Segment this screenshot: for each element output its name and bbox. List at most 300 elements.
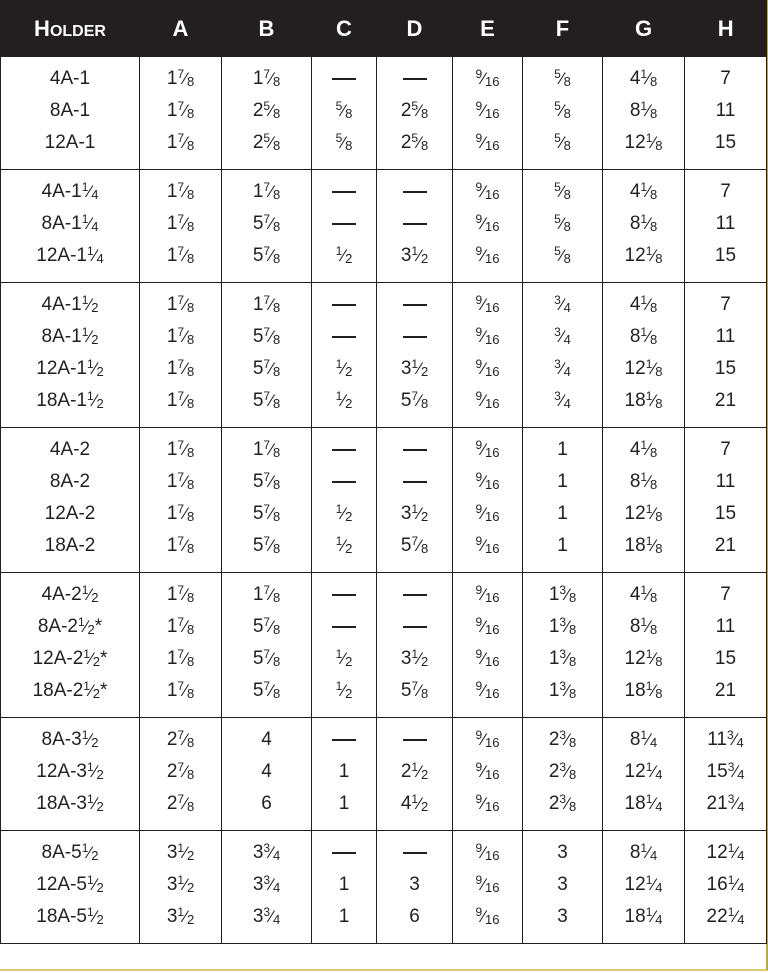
dimension-value: $8^1⁄_4$ (629, 841, 658, 863)
table-cell-g (603, 428, 685, 573)
table-cell-c (312, 283, 377, 428)
dimension-value: $2^3⁄_8$ (548, 760, 577, 782)
dimension-value: $3^1⁄_2$ (166, 873, 195, 895)
table-cell-c (312, 831, 377, 944)
dimension-value: 1 (338, 761, 350, 782)
dimension-value (312, 321, 376, 353)
dash-empty (332, 336, 356, 338)
holder-model: $12A-1^1⁄_4$ (36, 244, 104, 266)
holder-model: $8A-5^1⁄_2$ (41, 841, 99, 863)
dimension-value: $^9⁄_{16}$ (475, 293, 500, 315)
dimension-value: 1 (338, 906, 350, 927)
dimension-value: 15 (714, 358, 737, 379)
dash-empty (403, 304, 427, 306)
dash-empty (403, 191, 427, 193)
table-cell-b (222, 573, 312, 718)
dimension-value: $2^5⁄_8$ (400, 131, 429, 153)
dimension-value: $1^7⁄_8$ (166, 212, 195, 234)
dimension-value: $^9⁄_{16}$ (475, 212, 500, 234)
dimension-value: 21 (714, 390, 737, 411)
dimension-value: $^9⁄_{16}$ (475, 615, 500, 637)
dimension-value: $1^7⁄_8$ (166, 679, 195, 701)
holder-model: $18A-1^1⁄_2$ (36, 389, 104, 411)
holder-model: $18A-5^1⁄_2$ (36, 905, 104, 927)
dimension-value: $3^3⁄_4$ (252, 873, 281, 895)
dimension-value: $3^1⁄_2$ (166, 841, 195, 863)
dimension-value: $^5⁄_8$ (554, 131, 571, 153)
dimension-value: $1^7⁄_8$ (166, 325, 195, 347)
holder-model: 18A-2 (44, 535, 96, 556)
dimension-value: $3^3⁄_4$ (252, 905, 281, 927)
holder-model: $12A-3^1⁄_2$ (36, 760, 104, 782)
dimension-value: $^9⁄_{16}$ (475, 357, 500, 379)
table-cell-b (222, 831, 312, 944)
dimension-value: $4^1⁄_8$ (629, 293, 658, 315)
dimension-value: $18^1⁄_8$ (624, 389, 663, 411)
dash-empty (332, 78, 356, 80)
dash-empty (403, 481, 427, 483)
dimension-value: $1^7⁄_8$ (166, 583, 195, 605)
dimension-value (312, 208, 376, 240)
dimension-value: $1^7⁄_8$ (166, 99, 195, 121)
dimension-value: $5^7⁄_8$ (400, 389, 429, 411)
dimension-value: $8^1⁄_8$ (629, 325, 658, 347)
dimension-value: $18^1⁄_4$ (624, 792, 663, 814)
dimension-value: $^9⁄_{16}$ (475, 470, 500, 492)
dimension-value: $1^7⁄_8$ (252, 180, 281, 202)
dimension-value: $4^1⁄_8$ (629, 67, 658, 89)
dimension-value: $2^5⁄_8$ (400, 99, 429, 121)
dash-empty (332, 449, 356, 451)
dimension-value: $18^1⁄_8$ (624, 534, 663, 556)
table-cell-holder (1, 170, 140, 283)
dimension-value: $2^5⁄_8$ (252, 131, 281, 153)
dimension-value: 6 (261, 793, 272, 814)
table-cell-holder (1, 57, 140, 170)
dimension-value: $^9⁄_{16}$ (475, 99, 500, 121)
dash-empty (332, 739, 356, 741)
table-cell-f (523, 283, 603, 428)
dimension-value (377, 176, 452, 208)
dimension-value: $3^3⁄_4$ (252, 841, 281, 863)
holder-model: $4A-2^1⁄_2$ (41, 583, 99, 605)
dimension-value: $^3⁄_4$ (554, 293, 571, 315)
dimension-value: $^5⁄_8$ (554, 99, 571, 121)
dimension-value: $^5⁄_8$ (335, 131, 353, 153)
table-cell-b (222, 718, 312, 831)
holder-model: $18A-3^1⁄_2$ (36, 792, 104, 814)
table-cell-h (685, 170, 767, 283)
dimension-value: $12^1⁄_8$ (624, 502, 663, 524)
dimension-value: $1^7⁄_8$ (166, 357, 195, 379)
table-cell-g (603, 283, 685, 428)
dimension-value: $12^1⁄_4$ (706, 841, 745, 863)
holder-model: $8A-2^1⁄_2*$ (37, 615, 103, 637)
table-cell-f (523, 718, 603, 831)
table-header (1, 0, 767, 57)
table-cell-g (603, 718, 685, 831)
column-header-f: F (523, 0, 603, 57)
dimension-value: $^9⁄_{16}$ (475, 792, 500, 814)
table-cell-b (222, 170, 312, 283)
dimension-value: $18^1⁄_8$ (624, 679, 663, 701)
table-cell-g (603, 57, 685, 170)
dimension-value (312, 611, 376, 643)
table-cell-g (603, 170, 685, 283)
table-cell-f (523, 831, 603, 944)
column-header-d: D (377, 0, 453, 57)
dimension-value: $^9⁄_{16}$ (475, 583, 500, 605)
dimension-value: $2^3⁄_8$ (548, 728, 577, 750)
dimension-value: $^9⁄_{16}$ (475, 873, 500, 895)
dimension-value: $5^7⁄_8$ (252, 357, 281, 379)
dimension-value: $^1⁄_2$ (335, 647, 353, 669)
table-cell-holder (1, 428, 140, 573)
dimension-value: $^9⁄_{16}$ (475, 728, 500, 750)
table-row-group (1, 718, 767, 831)
holder-model: 12A-2 (44, 503, 96, 524)
column-header-e: E (453, 0, 523, 57)
table-cell-a (140, 428, 222, 573)
table-cell-a (140, 283, 222, 428)
dimension-value (377, 579, 452, 611)
dimension-value: $3^1⁄_2$ (400, 502, 429, 524)
dimension-value: 1 (557, 503, 568, 524)
dimension-value: $5^7⁄_8$ (400, 534, 429, 556)
holder-model: $12A-1^1⁄_2$ (36, 357, 104, 379)
holder-model: $4A-1^1⁄_2$ (41, 293, 99, 315)
dimension-value: $16^1⁄_4$ (706, 873, 745, 895)
table-cell-a (140, 831, 222, 944)
table-cell-h (685, 718, 767, 831)
dimension-value: $5^7⁄_8$ (252, 470, 281, 492)
table-cell-d (377, 573, 453, 718)
dimension-value: 1 (338, 874, 350, 895)
table-cell-f (523, 573, 603, 718)
dimension-value: $12^1⁄_4$ (624, 873, 663, 895)
dimension-value: $8^1⁄_8$ (629, 212, 658, 234)
dimension-value: $5^7⁄_8$ (252, 325, 281, 347)
dimension-value: $1^3⁄_8$ (548, 679, 577, 701)
dimension-value: $5^7⁄_8$ (252, 244, 281, 266)
dimension-value (377, 63, 452, 95)
dimension-value: $12^1⁄_8$ (624, 647, 663, 669)
table-cell-c (312, 428, 377, 573)
dimension-value: $^1⁄_2$ (335, 357, 353, 379)
dimension-value: 4 (261, 761, 272, 782)
dimension-value (377, 466, 452, 498)
dimension-value: 11 (715, 471, 736, 492)
dimension-value: 7 (720, 584, 731, 605)
table-cell-holder (1, 718, 140, 831)
dimension-value (312, 289, 376, 321)
table-cell-h (685, 831, 767, 944)
dimension-value: 1 (557, 439, 568, 460)
dimension-value: $^5⁄_8$ (554, 212, 571, 234)
dimension-value: $5^7⁄_8$ (252, 502, 281, 524)
dimension-value: $5^7⁄_8$ (252, 389, 281, 411)
dash-empty (332, 223, 356, 225)
dimension-value: $1^7⁄_8$ (166, 244, 195, 266)
dimension-value: $^9⁄_{16}$ (475, 244, 500, 266)
dash-empty (332, 481, 356, 483)
dimension-value: $2^7⁄_8$ (166, 760, 195, 782)
table-cell-a (140, 573, 222, 718)
dimension-value: 15 (714, 132, 737, 153)
dimension-value: $^9⁄_{16}$ (475, 905, 500, 927)
dash-empty (403, 852, 427, 854)
column-header-holder: HOLDER (1, 0, 140, 57)
dimension-value (377, 321, 452, 353)
dimension-value: $5^7⁄_8$ (252, 534, 281, 556)
table-cell-e (453, 170, 523, 283)
dimension-value: $5^7⁄_8$ (252, 647, 281, 669)
dimension-value: $^5⁄_8$ (335, 99, 353, 121)
dimension-value: $^1⁄_2$ (335, 534, 353, 556)
dimension-value: 6 (409, 906, 420, 927)
dimension-value: 4 (261, 729, 272, 750)
dimension-value: $1^3⁄_8$ (548, 583, 577, 605)
dimension-value: $8^1⁄_8$ (629, 470, 658, 492)
column-header-b: B (222, 0, 312, 57)
column-header-h: H (685, 0, 767, 57)
holder-model: 12A-1 (44, 132, 96, 153)
dimension-value (312, 176, 376, 208)
dimension-value: $^9⁄_{16}$ (475, 841, 500, 863)
dimension-value: $1^7⁄_8$ (252, 67, 281, 89)
dimension-value: 3 (409, 874, 420, 895)
dimension-value: 3 (557, 906, 568, 927)
dash-empty (403, 626, 427, 628)
table-cell-f (523, 57, 603, 170)
table-cell-e (453, 57, 523, 170)
dimension-value: $1^3⁄_8$ (548, 615, 577, 637)
holder-model: 8A-2 (49, 471, 91, 492)
dash-empty (332, 594, 356, 596)
table-cell-c (312, 57, 377, 170)
dimension-value: 11 (715, 326, 736, 347)
holder-model: $8A-3^1⁄_2$ (41, 728, 99, 750)
dimension-value: 15 (714, 245, 737, 266)
table-row-group (1, 57, 767, 170)
dimension-value: $^9⁄_{16}$ (475, 389, 500, 411)
table-body (1, 57, 767, 944)
dimension-value: $1^7⁄_8$ (166, 180, 195, 202)
dimension-value (377, 724, 452, 756)
dimension-value: $4^1⁄_8$ (629, 438, 658, 460)
table-cell-b (222, 428, 312, 573)
holder-model: $12A-2^1⁄_2*$ (32, 647, 108, 669)
dimension-value (377, 289, 452, 321)
dimension-value: $1^7⁄_8$ (166, 534, 195, 556)
dimension-value: $22^1⁄_4$ (706, 905, 745, 927)
dimension-value: $5^7⁄_8$ (252, 679, 281, 701)
dimension-value: $5^7⁄_8$ (252, 615, 281, 637)
dimension-value: $1^7⁄_8$ (166, 67, 195, 89)
dimension-value: $^5⁄_8$ (554, 180, 571, 202)
dimension-value: $^9⁄_{16}$ (475, 131, 500, 153)
dimension-value: $21^3⁄_4$ (706, 792, 745, 814)
dash-empty (403, 739, 427, 741)
dimension-value: $2^3⁄_8$ (548, 792, 577, 814)
table-row-group (1, 170, 767, 283)
dimension-value: $1^7⁄_8$ (166, 615, 195, 637)
holder-model: 4A-2 (49, 439, 91, 460)
dash-empty (403, 78, 427, 80)
dimension-value: $12^1⁄_8$ (624, 131, 663, 153)
dimension-value (377, 611, 452, 643)
dimension-value: $8^1⁄_8$ (629, 99, 658, 121)
dimension-value: $5^7⁄_8$ (400, 679, 429, 701)
dimension-value (312, 466, 376, 498)
dimension-value: 21 (714, 535, 737, 556)
dimension-value: $2^1⁄_2$ (400, 760, 429, 782)
table-row-group (1, 428, 767, 573)
dimension-value: $^3⁄_4$ (554, 325, 571, 347)
dimension-value: $1^7⁄_8$ (166, 389, 195, 411)
dimension-value: 3 (557, 874, 568, 895)
dimension-value: $^9⁄_{16}$ (475, 647, 500, 669)
dimension-value: 15 (714, 648, 737, 669)
table-cell-a (140, 718, 222, 831)
table-cell-e (453, 283, 523, 428)
column-header-c: C (312, 0, 377, 57)
dimension-value: $^3⁄_4$ (554, 389, 571, 411)
table-cell-d (377, 170, 453, 283)
dimension-value: $4^1⁄_8$ (629, 583, 658, 605)
dimension-value: 1 (338, 793, 350, 814)
table-cell-a (140, 170, 222, 283)
holder-model: $18A-2^1⁄_2*$ (32, 679, 108, 701)
table-cell-e (453, 573, 523, 718)
table-cell-f (523, 170, 603, 283)
dimension-value: $3^1⁄_2$ (166, 905, 195, 927)
dash-empty (332, 626, 356, 628)
dimension-value: $^9⁄_{16}$ (475, 534, 500, 556)
dimension-value: $1^7⁄_8$ (166, 647, 195, 669)
table-row-group (1, 831, 767, 944)
dimension-value: 11 (715, 100, 736, 121)
dimension-value: 11 (715, 616, 736, 637)
dimension-value: $3^1⁄_2$ (400, 357, 429, 379)
dimension-value: 7 (720, 181, 731, 202)
table-cell-c (312, 170, 377, 283)
dimension-value: $3^1⁄_2$ (400, 647, 429, 669)
dimension-value: 3 (557, 842, 568, 863)
dimension-value: 1 (557, 535, 568, 556)
dimension-value: 1 (557, 471, 568, 492)
dash-empty (403, 223, 427, 225)
table-cell-h (685, 428, 767, 573)
table-cell-h (685, 57, 767, 170)
table-cell-e (453, 428, 523, 573)
dimension-value: $1^7⁄_8$ (166, 438, 195, 460)
table-cell-c (312, 718, 377, 831)
dimension-value: $12^1⁄_8$ (624, 357, 663, 379)
holder-model: 4A-1 (49, 68, 91, 89)
table-cell-a (140, 57, 222, 170)
table-cell-b (222, 283, 312, 428)
dash-empty (332, 852, 356, 854)
holder-model: $8A-1^1⁄_4$ (41, 212, 99, 234)
column-header-a: A (140, 0, 222, 57)
table-cell-e (453, 831, 523, 944)
table-row-group (1, 573, 767, 718)
dimension-value: $3^1⁄_2$ (400, 244, 429, 266)
dimension-value: 15 (714, 503, 737, 524)
table-cell-f (523, 428, 603, 573)
dimension-value: $1^7⁄_8$ (166, 293, 195, 315)
dimension-value: $4^1⁄_2$ (400, 792, 429, 814)
dimension-value: $12^1⁄_8$ (624, 244, 663, 266)
dimension-value: 7 (720, 439, 731, 460)
dimension-value: $1^7⁄_8$ (252, 293, 281, 315)
dimension-value: $^5⁄_8$ (554, 67, 571, 89)
table-cell-d (377, 428, 453, 573)
dimension-value: $2^7⁄_8$ (166, 792, 195, 814)
dimension-value: 7 (720, 294, 731, 315)
dimension-value: 11 (715, 213, 736, 234)
holder-model: $8A-1^1⁄_2$ (41, 325, 99, 347)
dimension-value: $8^1⁄_8$ (629, 615, 658, 637)
holder-model: $4A-1^1⁄_4$ (41, 180, 99, 202)
dimension-value: $^9⁄_{16}$ (475, 438, 500, 460)
table-cell-holder (1, 573, 140, 718)
dimension-value: $1^3⁄_8$ (548, 647, 577, 669)
holder-model: $12A-5^1⁄_2$ (36, 873, 104, 895)
column-header-g: G (603, 0, 685, 57)
dimension-value: $1^7⁄_8$ (252, 583, 281, 605)
table-cell-holder (1, 831, 140, 944)
dimension-value: $18^1⁄_4$ (624, 905, 663, 927)
dimension-value (312, 63, 376, 95)
dimension-value (312, 579, 376, 611)
dimension-value (377, 837, 452, 869)
holder-model: 8A-1 (49, 100, 91, 121)
table-cell-d (377, 57, 453, 170)
table-cell-c (312, 573, 377, 718)
table-cell-d (377, 831, 453, 944)
dimension-value: $2^5⁄_8$ (252, 99, 281, 121)
dash-empty (403, 449, 427, 451)
table-cell-g (603, 831, 685, 944)
dimension-value: $^9⁄_{16}$ (475, 180, 500, 202)
dimension-value: $^9⁄_{16}$ (475, 67, 500, 89)
dimension-value (312, 434, 376, 466)
dash-empty (332, 191, 356, 193)
dimension-value: $5^7⁄_8$ (252, 212, 281, 234)
dimension-value: $8^1⁄_4$ (629, 728, 658, 750)
table-cell-b (222, 57, 312, 170)
dimension-value: $^3⁄_4$ (554, 357, 571, 379)
dimension-value: $15^3⁄_4$ (706, 760, 745, 782)
dimension-value: $^5⁄_8$ (554, 244, 571, 266)
table-cell-d (377, 718, 453, 831)
dimension-value: $^9⁄_{16}$ (475, 679, 500, 701)
dimension-value: $1^7⁄_8$ (166, 502, 195, 524)
dimension-value: $^1⁄_2$ (335, 502, 353, 524)
table-cell-h (685, 573, 767, 718)
table-cell-h (685, 283, 767, 428)
dimension-value: $12^1⁄_4$ (624, 760, 663, 782)
table-row-group (1, 283, 767, 428)
table-cell-g (603, 573, 685, 718)
dash-empty (403, 594, 427, 596)
table-cell-d (377, 283, 453, 428)
dimension-value: $^1⁄_2$ (335, 244, 353, 266)
dimension-value: $1^7⁄_8$ (166, 470, 195, 492)
dimension-value: $4^1⁄_8$ (629, 180, 658, 202)
